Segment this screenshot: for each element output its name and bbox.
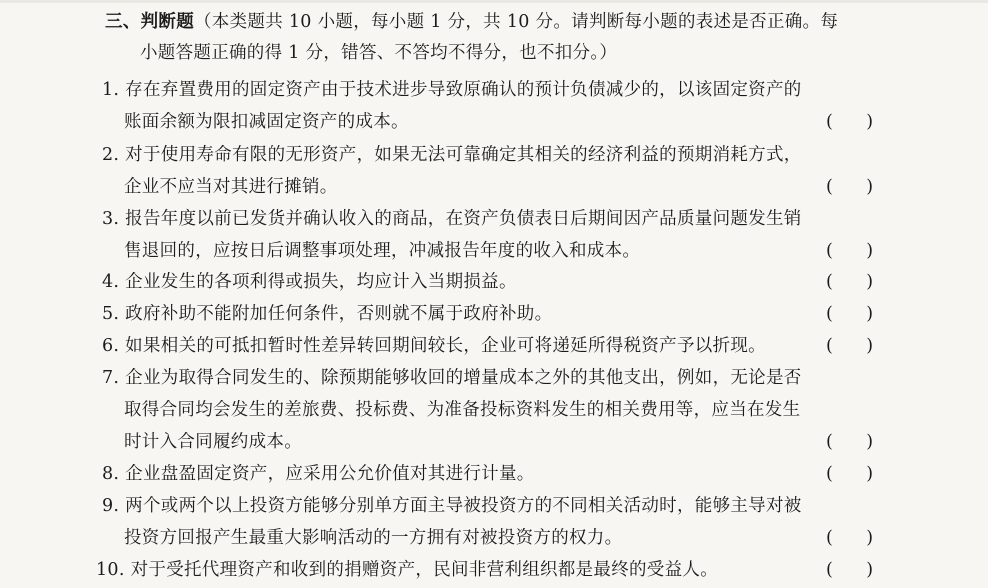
- question-number: 10.: [96, 560, 125, 580]
- answer-blank[interactable]: ( ): [826, 304, 874, 324]
- section-note-line1: （本类题共 10 小题，每小题 1 分，共 10 分。请判断每小题的表述是否正确。每: [194, 12, 839, 32]
- answer-blank[interactable]: ( ): [826, 528, 874, 548]
- question-number: 5.: [102, 304, 120, 324]
- question-text: 企业为取得合同发生的、除预期能够收回的增量成本之外的其他支出，例如，无论是否: [125, 368, 802, 388]
- question-text: 两个或两个以上投资方能够分别单方面主导被投资方的不同相关活动时，能够主导对被: [125, 496, 802, 516]
- question-7-cont: 取得合同均会发生的差旅费、投标费、为准备投标资料发生的相关费用等，应当在发生: [124, 400, 801, 420]
- question-6: [102, 334, 766, 358]
- question-text: 政府补助不能附加任何条件，否则就不属于政府补助。: [125, 304, 553, 324]
- question-7-cont: 时计入合同履约成本。: [124, 432, 302, 452]
- question-4: [102, 270, 517, 294]
- question-1: [102, 78, 802, 102]
- question-2: [102, 143, 802, 167]
- section-title: 三、判断题: [105, 12, 194, 32]
- question-number: 9.: [102, 496, 120, 516]
- question-number: 4.: [102, 272, 120, 292]
- question-number: 8.: [102, 464, 120, 484]
- question-text: 企业盘盈固定资产，应采用公允价值对其进行计量。: [125, 464, 535, 484]
- answer-blank[interactable]: ( ): [826, 112, 874, 132]
- question-number: 2.: [102, 145, 120, 165]
- question-text: 对于受托代理资产和收到的捐赠资产，民间非营利组织都是最终的受益人。: [130, 560, 719, 580]
- question-number: 6.: [102, 336, 120, 356]
- question-text: 报告年度以前已发货并确认收入的商品，在资产负债表日后期间因产品质量问题发生销: [125, 209, 802, 229]
- question-text: 存在弃置费用的固定资产由于技术进步导致原确认的预计负债减少的，以该固定资产的: [125, 80, 802, 100]
- scan-edge: [0, 0, 988, 3]
- answer-blank[interactable]: ( ): [826, 464, 874, 484]
- answer-blank[interactable]: ( ): [826, 560, 874, 580]
- question-8: [102, 462, 535, 486]
- question-1-cont: 账面余额为限扣减固定资产的成本。: [124, 112, 409, 132]
- answer-blank[interactable]: ( ): [826, 272, 874, 292]
- question-text: 如果相关的可抵扣暂时性差异转回期间较长，企业可将递延所得税资产予以折现。: [125, 336, 766, 356]
- question-3-cont: 售退回的，应按日后调整事项处理，冲减报告年度的收入和成本。: [124, 241, 641, 261]
- question-number: 3.: [102, 209, 120, 229]
- question-9-cont: 投资方回报产生最重大影响活动的一方拥有对被投资方的权力。: [124, 528, 623, 548]
- question-number: 1.: [102, 80, 120, 100]
- section-note-line2: 小题答题正确的得 1 分，错答、不答均不得分，也不扣分。）: [140, 43, 618, 63]
- question-5: [102, 302, 552, 326]
- answer-blank[interactable]: ( ): [826, 336, 874, 356]
- question-9: [102, 494, 802, 518]
- question-2-cont: 企业不应当对其进行摊销。: [124, 177, 338, 197]
- answer-blank[interactable]: ( ): [826, 432, 874, 452]
- question-text: 企业发生的各项利得或损失，均应计入当期损益。: [125, 272, 517, 292]
- question-10: [96, 558, 718, 582]
- answer-blank[interactable]: ( ): [826, 177, 874, 197]
- question-3: [102, 207, 802, 231]
- question-number: 7.: [102, 368, 120, 388]
- question-text: 对于使用寿命有限的无形资产，如果无法可靠确定其相关的经济利益的预期消耗方式，: [125, 145, 802, 165]
- section-heading: [105, 10, 838, 34]
- answer-blank[interactable]: ( ): [826, 241, 874, 261]
- question-7: [102, 366, 802, 390]
